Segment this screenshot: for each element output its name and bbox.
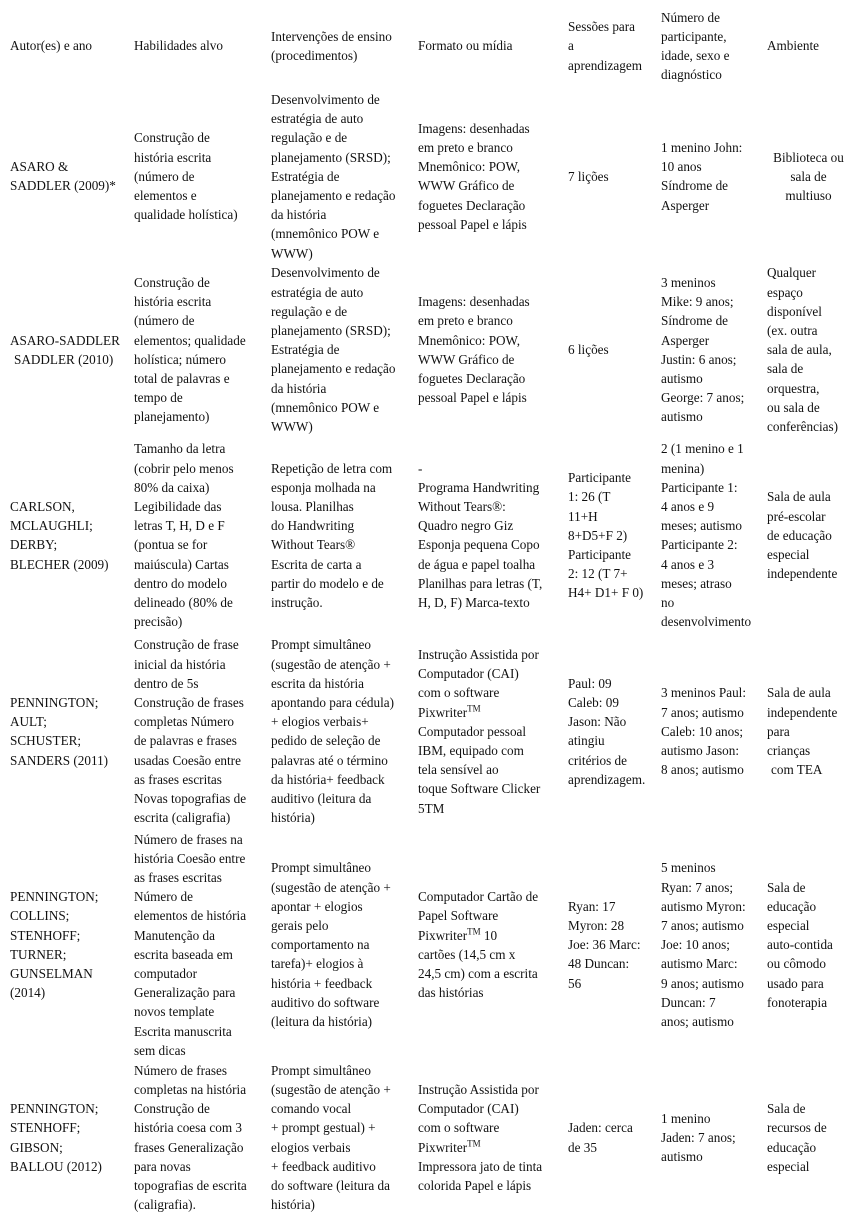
cell-author: CARLSON, MCLAUGHLI; DERBY; BLECHER (2009) (10, 498, 109, 572)
header-format: Formato ou mídia (418, 38, 513, 54)
table-row (8, 90, 852, 263)
header-sessions: Sessões para a aprendizagem (568, 19, 642, 73)
cell-participants: 5 meninos Ryan: 7 anos; autismo Myron: 7 anos; autismo Joe: 10 anos; autismo Marc: 9 anos; autismo Duncan: 7 anos; autismo (661, 860, 746, 1030)
cell-format: - Programa Handwriting Without Tears®: Quadro negro Giz Esponja pequena Copo de água e papel toalha Planilhas para letras (T, H, D, F) Marca-texto (418, 460, 543, 610)
header-row (8, 2, 852, 90)
cell-format: Computador Cartão de Papel Software Pixwriter™ 10 cartões (14,5 cm x 24,5 cm) com a escrita das histórias (418, 889, 539, 1001)
cell-setting: Biblioteca ou sala de multiuso (773, 149, 844, 204)
header-interventions: Intervenções de ensino (procedimentos) (271, 28, 392, 63)
cell-participants: 3 meninos Mike: 9 anos; Síndrome de Asperger Justin: 6 anos; autismo George: 7 anos; autismo (661, 275, 745, 425)
header-setting: Ambiente (767, 38, 820, 54)
cell-author: PENNINGTON; STENHOFF; GIBSON; BALLOU (2012) (10, 1101, 102, 1174)
literature-review-table (8, 2, 852, 1214)
cell-interventions: Repetição de letra com esponja molhada na lousa. Planilhas do Handwriting Without Tears® Escrita de carta a partir do modelo e de instrução. (271, 460, 393, 610)
header-skills: Habilidades alvo (134, 38, 223, 54)
cell-format: Imagens: desenhadas em preto e branco Mnemônico: POW, WWW Gráfico de foguetes Declaração pessoal Papel e lápis (418, 120, 530, 232)
cell-skills: Construção de história escrita (número de elementos e qualidade holística) (134, 130, 238, 223)
table-row (8, 829, 852, 1061)
cell-skills: Tamanho da letra (cobrir pelo menos 80% da caixa) Legibilidade das letras T, H, D e F (pontua se for maiúscula) Cartas dentro do modelo delineado (80% de precisão) (134, 441, 234, 630)
cell-sessions: Paul: 09 Caleb: 09 Jason: Não atingiu critérios de aprendizagem. (568, 675, 646, 787)
table-row (8, 437, 852, 634)
cell-skills: Construção de história escrita (número de elementos; qualidade holística; número total de palavras e tempo de planejamento) (134, 275, 246, 425)
cell-sessions: Ryan: 17 Myron: 28 Joe: 36 Marc: 48 Duncan: 56 (568, 898, 641, 991)
cell-setting: Qualquer espaço disponível (ex. outra sala de aula, sala de orquestra, ou sala de conferências) (767, 265, 839, 435)
cell-setting: Sala de aula independente para crianças com TEA (767, 685, 838, 778)
cell-skills: Construção de frase inicial da história dentro de 5s Construção de frases completas Número de palavras e frases usadas Coesão entre as frases escritas Novas topografias de escrita (caligrafia) (134, 637, 247, 826)
cell-format: Instrução Assistida por Computador (CAI) com o software Pixwriter™ Impressora jato de tinta colorida Papel e lápis (418, 1082, 543, 1194)
cell-interventions: Prompt simultâneo (sugestão de atenção + comando vocal + prompt gestual) + elogios verbais + feedback auditivo do software (leitura da história) (271, 1062, 391, 1213)
cell-sessions: Participante 1: 26 (T 11+H 8+D5+F 2) Participante 2: 12 (T 7+ H4+ D1+ F 0) (568, 470, 644, 601)
cell-author: ASARO & SADDLER (2009)* (10, 159, 116, 194)
header-participants: Número de participante, idade, sexo e diagnóstico (661, 9, 730, 83)
cell-author: PENNINGTON; COLLINS; STENHOFF; TURNER; GUNSELMAN (2014) (10, 889, 99, 1001)
cell-participants: 1 menino Jaden: 7 anos; autismo (661, 1110, 736, 1165)
cell-interventions: Prompt simultâneo (sugestão de atenção + apontar + elogios gerais pelo comportamento na tarefa)+ elogios à história + feedback auditivo do software (leitura da história) (271, 860, 391, 1030)
cell-skills: Número de frases completas na história Construção de história coesa com 3 frases Generalização para novas topografias de escrita (caligrafia). (134, 1062, 247, 1213)
cell-setting: Sala de aula pré-escolar de educação especial independente (767, 489, 838, 582)
cell-participants: 1 menino John: 10 anos Síndrome de Asperger (661, 140, 743, 213)
cell-setting: Sala de recursos de educação especial (767, 1101, 827, 1174)
cell-skills: Número de frases na história Coesão entre as frases escritas Número de elementos de história Manutenção da escrita baseada em computador Generalização para novos template Escrita manuscrita sem dicas (134, 831, 247, 1058)
cell-format: Instrução Assistida por Computador (CAI) com o software Pixwriter™ Computador pessoal IBM, equipado com tela sensível ao toque Software Clicker 5TM (418, 646, 541, 816)
cell-format: Imagens: desenhadas em preto e branco Mnemônico: POW, WWW Gráfico de foguetes Declaração pessoal Papel e lápis (418, 294, 530, 406)
cell-setting: Sala de educação especial auto-contida ou cômodo usado para fonoterapia (767, 879, 833, 1010)
table-row (8, 1061, 852, 1214)
header-author: Autor(es) e ano (10, 38, 93, 54)
cell-interventions: Desenvolvimento de estratégia de auto regulação e de planejamento (SRSD); Estratégia de planejamento e redação da história (mnemônico POW e WWW) (271, 92, 396, 261)
cell-participants: 3 meninos Paul: 7 anos; autismo Caleb: 10 anos; autismo Jason: 8 anos; autismo (661, 685, 746, 778)
table-row (8, 634, 852, 829)
cell-interventions: Desenvolvimento de estratégia de auto regulação e de planejamento (SRSD); Estratégia de planejamento e redação da história (mnemônico POW e WWW) (271, 265, 396, 435)
cell-author: PENNINGTON; AULT; SCHUSTER; SANDERS (2011) (10, 694, 109, 768)
cell-participants: 2 (1 menino e 1 menina) Participante 1: 4 anos e 9 meses; autismo Participante 2: 4 anos e 3 meses; atraso no desenvolvimento (661, 441, 752, 630)
cell-sessions: 6 lições (568, 342, 609, 358)
cell-sessions: Jaden: cerca de 35 (568, 1120, 633, 1155)
cell-author: ASARO-SADDLER SADDLER (2010) (10, 332, 120, 367)
cell-interventions: Prompt simultâneo (sugestão de atenção + escrita da história apontando para cédula) + elogios verbais+ pedido de seleção de palavras até o término da história+ feedback auditivo (leitura da história) (271, 637, 395, 826)
cell-sessions: 7 lições (568, 168, 609, 184)
table-row (8, 263, 852, 437)
